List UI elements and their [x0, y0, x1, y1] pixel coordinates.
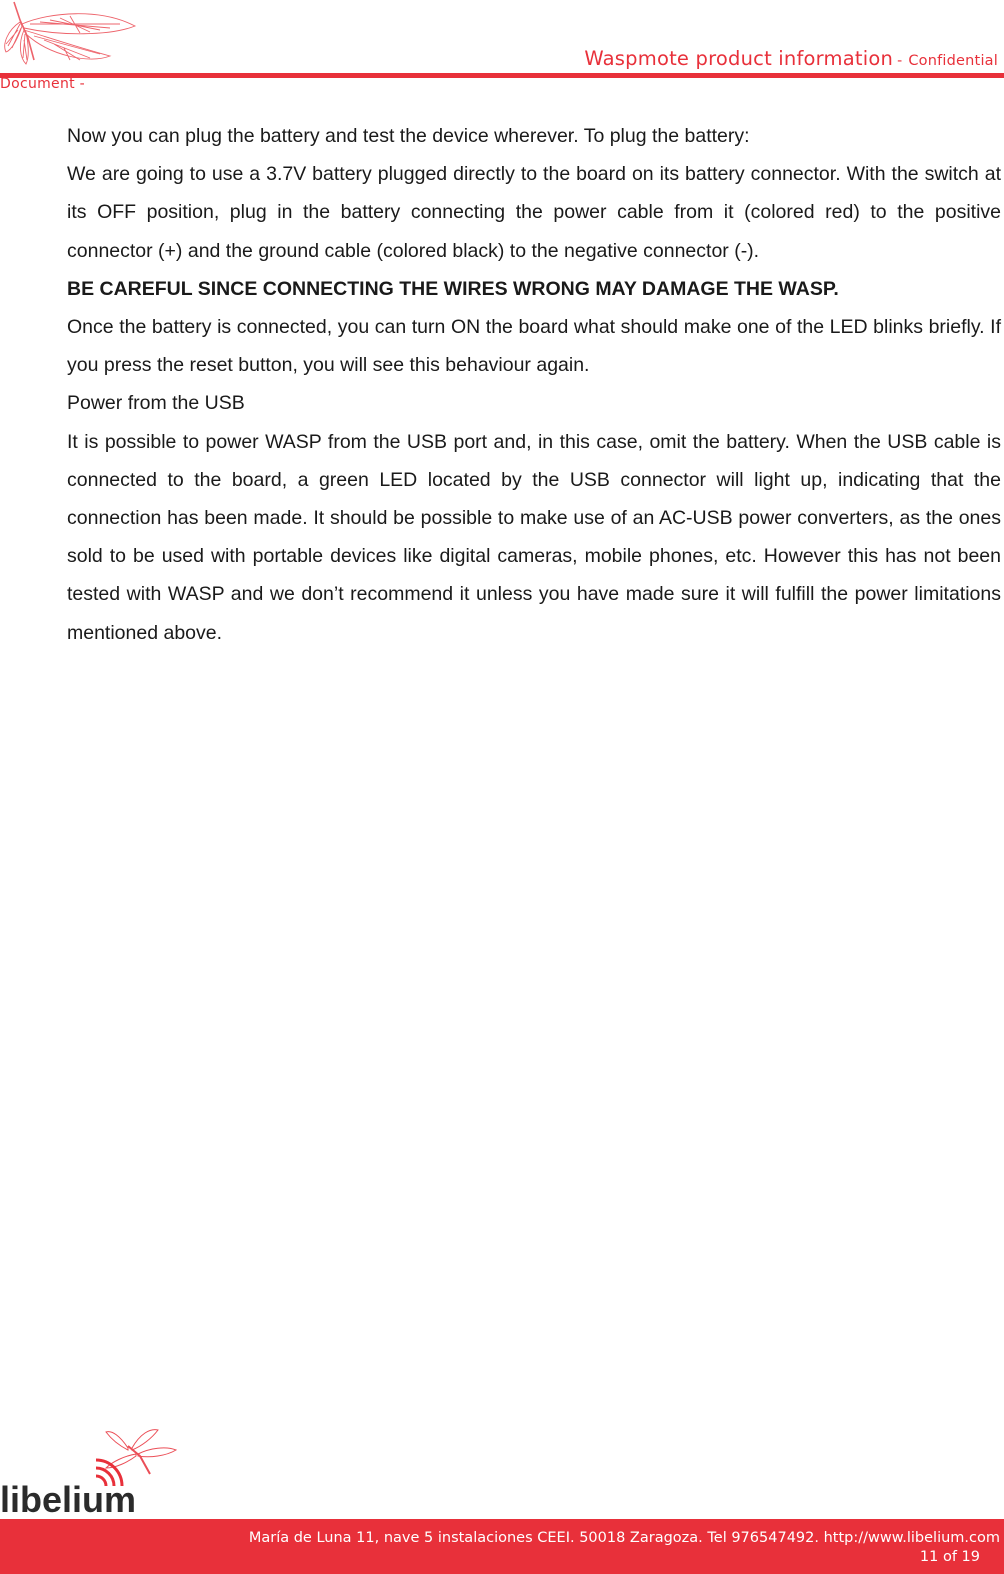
- document-title: [584, 47, 998, 70]
- paragraph-battery-connected: Once the battery is connected, you can turn ON the board what should make one of the LED blinks briefly. If you press the reset button, you will see this behaviour again.: [67, 316, 1001, 377]
- libelium-logo-text: libelium: [0, 1479, 137, 1516]
- header-title-text: Waspmote product information: [584, 47, 894, 70]
- libelium-logo-icon: [0, 1426, 180, 1516]
- paragraph-intro: Now you can plug the battery and test the device wherever. To plug the battery:: [67, 125, 750, 147]
- section-heading-usb: Power from the USB: [67, 392, 245, 415]
- page-number: 11 of 19: [919, 1549, 980, 1565]
- warning-text: BE CAREFUL SINCE CONNECTING THE WIRES WRONG MAY DAMAGE THE WASP.: [67, 277, 839, 300]
- paragraph-battery-instructions: We are going to use a 3.7V battery plugged directly to the board on its battery connector. With the switch at its OFF position, plug in the battery connecting the power cable from it (colored red) to the positive connector (+) and the ground cable (colored black) to the negative connector (-).: [67, 163, 1001, 262]
- page-header: [0, 0, 1004, 100]
- page-content: [67, 117, 1001, 652]
- dragonfly-icon: [0, 0, 150, 80]
- footer-bar: [0, 1519, 1004, 1574]
- confidential-label: Confidential: [908, 53, 998, 69]
- header-separator: -: [897, 53, 903, 69]
- document-label: Document -: [0, 76, 86, 92]
- paragraph-usb-power: It is possible to power WASP from the USB port and, in this case, omit the battery. When the USB cable is connected to the board, a green LED located by the USB connector will light up, indicating that the connection has been made. It should be possible to make use of an AC-USB power converters, as the ones sold to be used with portable devices like digital cameras, mobile phones, etc. However this has not been tested with WASP and we don’t recommend it unless you have made sure it will fulfill the power limitations mentioned above.: [67, 430, 1001, 644]
- header-divider: [0, 73, 1004, 78]
- footer-address: María de Luna 11, nave 5 instalaciones CEEI. 50018 Zaragoza. Tel 976547492. http://www.libelium.com: [248, 1530, 1000, 1546]
